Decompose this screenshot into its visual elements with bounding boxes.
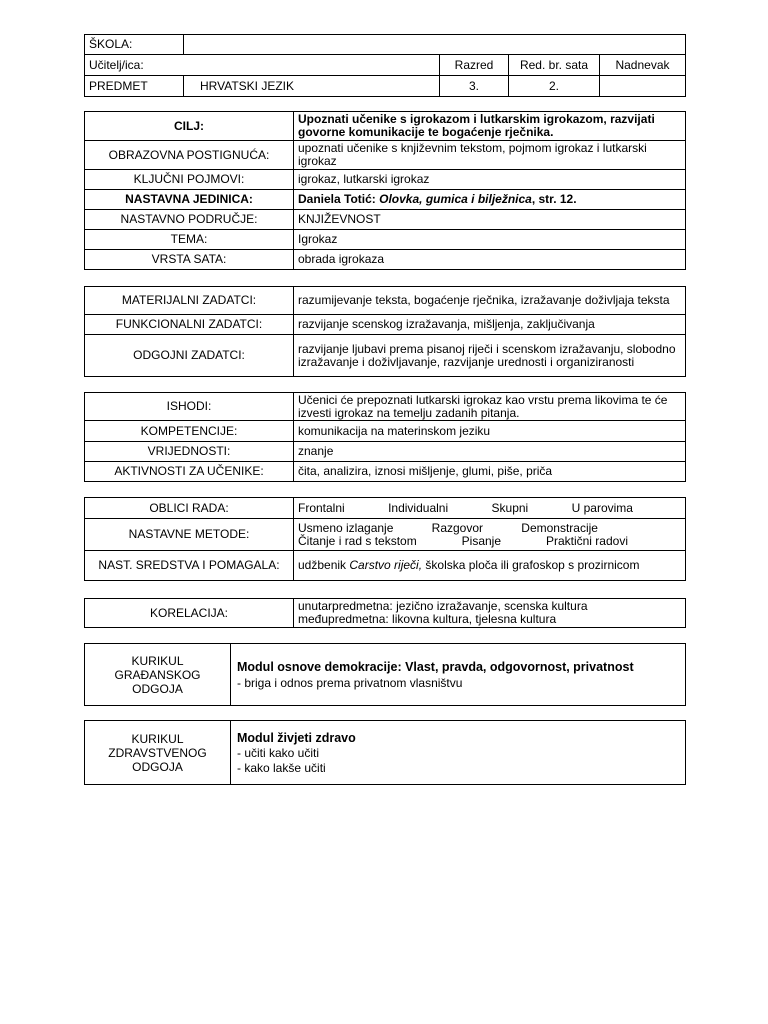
tema-label: TEMA: bbox=[85, 230, 294, 250]
razred-value: 3. bbox=[440, 76, 509, 97]
vrsta-label: VRSTA SATA: bbox=[85, 250, 294, 270]
funkcionalni-value: razvijanje scenskog izražavanja, mišljenja, zaključivanja bbox=[294, 315, 686, 335]
nadnevak-label: Nadnevak bbox=[600, 55, 686, 76]
kompetencije-value: komunikacija na materinskom jeziku bbox=[294, 421, 686, 442]
vrsta-value: obrada igrokaza bbox=[294, 250, 686, 270]
nadnevak-value bbox=[600, 76, 686, 97]
materijalni-label: MATERIJALNI ZADATCI: bbox=[85, 287, 294, 315]
funkcionalni-label: FUNKCIONALNI ZADATCI: bbox=[85, 315, 294, 335]
jedinica-page: , str. 12. bbox=[531, 192, 577, 206]
predmet-label: PREDMET bbox=[85, 76, 184, 97]
jedinica-value bbox=[294, 190, 686, 210]
odgojni-label: ODGOJNI ZADATCI: bbox=[85, 335, 294, 377]
sredstva-italic: Carstvo riječi, bbox=[349, 558, 423, 572]
aktivnosti-label: AKTIVNOSTI ZA UČENIKE: bbox=[85, 462, 294, 482]
jedinica-label: NASTAVNA JEDINICA: bbox=[85, 190, 294, 210]
jedinica-author: Daniela Totić: bbox=[298, 192, 380, 206]
metoda-prakticni: Praktični radovi bbox=[545, 533, 628, 548]
kurikul-zdravstveni-label bbox=[85, 721, 231, 785]
kurikul-gradanski-title: Modul osnove demokracije: Vlast, pravda, odgovornost, privatnost bbox=[237, 659, 634, 674]
kurikul-zdravstveni-line2: ZDRAVSTVENOG bbox=[108, 745, 207, 760]
kurikul-gradanski-content bbox=[231, 644, 686, 706]
kurikul-gradanski-table bbox=[84, 643, 686, 706]
kurikul-gradanski-line2: GRAĐANSKOG bbox=[114, 667, 201, 682]
header-table bbox=[84, 34, 686, 97]
ucitelj-label: Učitelj/ica: bbox=[85, 55, 440, 76]
kurikul-zdravstveni-item1: - učiti kako učiti bbox=[237, 746, 320, 760]
kurikul-zdravstveni-title: Modul živjeti zdravo bbox=[237, 731, 356, 745]
cilj-value: Upoznati učenike s igrokazom i lutkarskim igrokazom, razvijati govorne komunikacije te bogaćenje rječnika. bbox=[294, 112, 686, 141]
postignuca-label: OBRAZOVNA POSTIGNUĆA: bbox=[85, 141, 294, 170]
sredstva-post: školska ploča ili grafoskop s prozirnicom bbox=[422, 558, 640, 572]
kurikul-zdravstveni-line1: KURIKUL bbox=[131, 731, 184, 746]
tasks-table bbox=[84, 286, 686, 377]
goals-table bbox=[84, 111, 686, 270]
kurikul-zdravstveni-line3: ODGOJA bbox=[132, 759, 183, 774]
metoda-citanje: Čitanje i rad s tekstom bbox=[298, 533, 417, 548]
ishodi-label: ISHODI: bbox=[85, 393, 294, 421]
kurikul-zdravstveni-item2: - kako lakše učiti bbox=[237, 761, 326, 775]
oblik-frontalni: Frontalni bbox=[298, 500, 345, 515]
predmet-value: HRVATSKI JEZIK bbox=[184, 76, 440, 97]
sredstva-pre: udžbenik bbox=[298, 558, 350, 572]
metode-label: NASTAVNE METODE: bbox=[85, 519, 294, 551]
korelacija-label: KORELACIJA: bbox=[85, 599, 294, 628]
jedinica-title: Olovka, gumica i bilježnica bbox=[379, 192, 532, 206]
ishodi-value: Učenici će prepoznati lutkarski igrokaz kao vrstu prema likovima te će izvesti igrokaz na temelju zadanih pitanja. bbox=[294, 393, 686, 421]
podrucje-value: KNJIŽEVNOST bbox=[294, 210, 686, 230]
podrucje-label: NASTAVNO PODRUČJE: bbox=[85, 210, 294, 230]
oblik-individualni: Individualni bbox=[388, 500, 449, 515]
tema-value: Igrokaz bbox=[294, 230, 686, 250]
korelacija-line1: unutarpredmetna: jezično izražavanje, scenska kultura bbox=[298, 599, 588, 613]
oblici-label: OBLICI RADA: bbox=[85, 498, 294, 519]
pojmovi-value: igrokaz, lutkarski igrokaz bbox=[294, 170, 686, 190]
pojmovi-label: KLJUČNI POJMOVI: bbox=[85, 170, 294, 190]
vrijednosti-label: VRIJEDNOSTI: bbox=[85, 442, 294, 462]
metoda-pisanje: Pisanje bbox=[461, 533, 502, 548]
oblici-value bbox=[294, 498, 686, 519]
materijalni-value: razumijevanje teksta, bogaćenje rječnika, izražavanje doživljaja teksta bbox=[294, 287, 686, 315]
skola-label: ŠKOLA: bbox=[85, 35, 184, 55]
cilj-label: CILJ: bbox=[85, 112, 294, 141]
razred-label: Razred bbox=[440, 55, 509, 76]
odgojni-value: razvijanje ljubavi prema pisanoj riječi i scenskom izražavanju, slobodno izražavanje i doživljavanje, razvijanje urednosti i organiziranosti bbox=[294, 335, 686, 377]
kurikul-zdravstveni-table bbox=[84, 720, 686, 785]
vrijednosti-value: znanje bbox=[294, 442, 686, 462]
metoda-demonstracije: Demonstracije bbox=[521, 520, 598, 535]
kurikul-gradanski-line3: ODGOJA bbox=[132, 681, 183, 696]
kurikul-gradanski-item: - briga i odnos prema privatnom vlasništvu bbox=[237, 675, 463, 690]
outcomes-table bbox=[84, 392, 686, 482]
korelacija-line2: međupredmetna: likovna kultura, tjelesna kultura bbox=[298, 612, 557, 626]
metoda-razgovor: Razgovor bbox=[431, 520, 484, 535]
kurikul-zdravstveni-content bbox=[231, 721, 686, 785]
sredstva-value bbox=[294, 551, 686, 581]
sredstva-label: NAST. SREDSTVA I POMAGALA: bbox=[85, 551, 294, 581]
oblik-u-parovima: U parovima bbox=[571, 500, 633, 515]
red-br-value: 2. bbox=[509, 76, 600, 97]
skola-value bbox=[184, 35, 686, 55]
kurikul-gradanski-label bbox=[85, 644, 231, 706]
red-br-label: Red. br. sata bbox=[509, 55, 600, 76]
postignuca-value: upoznati učenike s književnim tekstom, pojmom igrokaz i lutkarski igrokaz bbox=[294, 141, 686, 170]
kompetencije-label: KOMPETENCIJE: bbox=[85, 421, 294, 442]
oblik-skupni: Skupni bbox=[491, 500, 529, 515]
metoda-usmeno: Usmeno izlaganje bbox=[298, 520, 394, 535]
kurikul-gradanski-line1: KURIKUL bbox=[131, 653, 184, 668]
aktivnosti-value: čita, analizira, iznosi mišljenje, glumi, piše, priča bbox=[294, 462, 686, 482]
methods-table bbox=[84, 497, 686, 581]
korelacija-value bbox=[294, 599, 686, 628]
metode-value bbox=[294, 519, 686, 551]
correlation-table bbox=[84, 598, 686, 628]
